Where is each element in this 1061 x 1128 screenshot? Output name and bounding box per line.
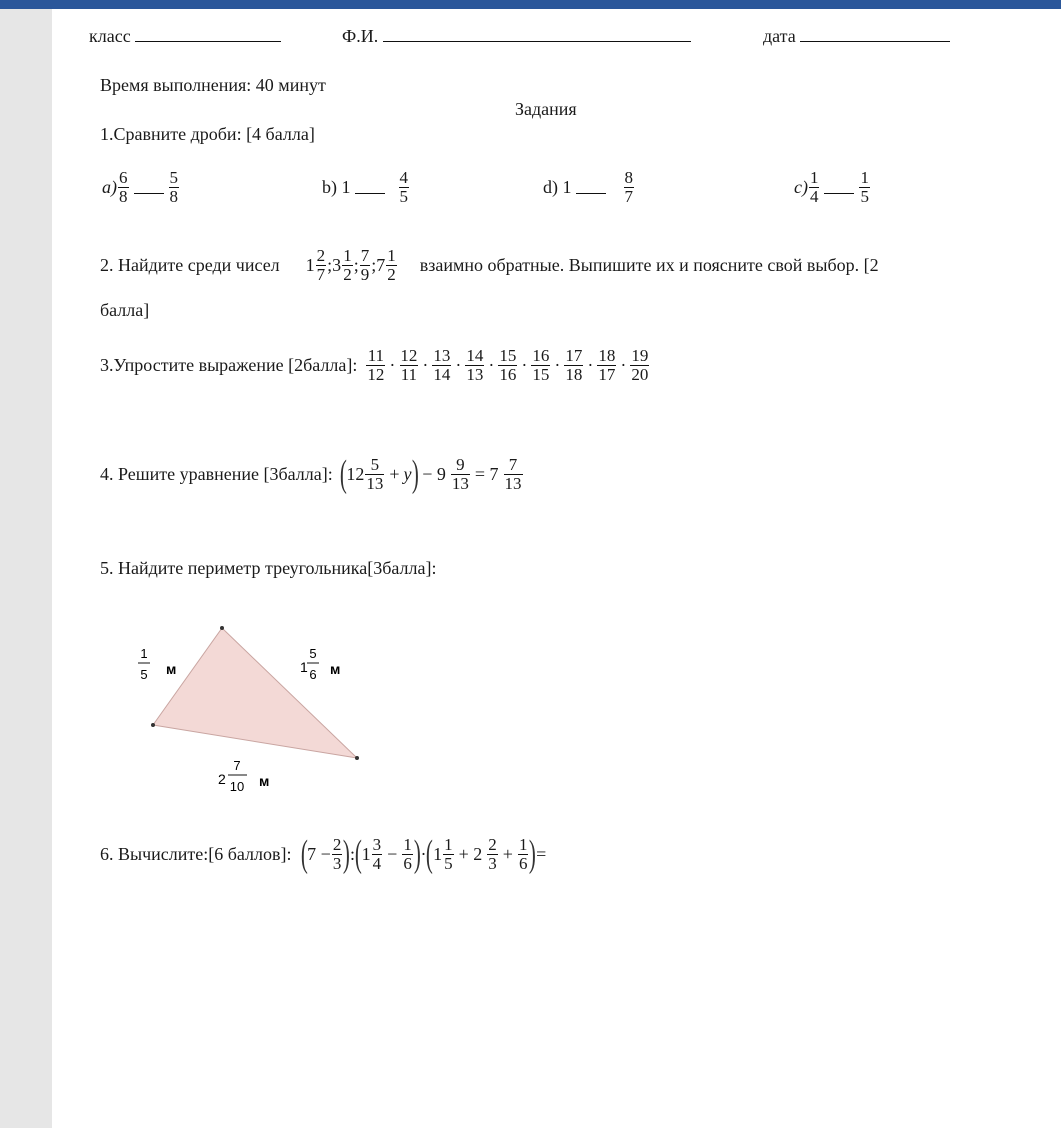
equals-term: = 7 [474,463,499,484]
numerator: 16 [532,346,550,365]
triangle-figure [122,617,382,807]
item-a-label: a) [102,176,117,197]
fraction [465,347,484,384]
numerator: 17 [565,346,583,365]
fraction [531,347,550,384]
numerator: 15 [499,346,517,365]
date-field [763,27,950,45]
multiply-sign: · [422,354,429,375]
class-field [89,27,281,45]
left-paren: ( [300,833,308,875]
item-c-label: c) [794,176,808,197]
compare-blank[interactable] [576,181,606,194]
multiply-sign: · [587,354,594,375]
mixed-whole: 1 [433,843,443,864]
numerator: 12 [400,346,418,365]
plus-sign: + [502,843,513,864]
mixed-whole: ;3 [327,254,342,275]
denominator: 17 [598,364,616,384]
multiply-sign: · [620,354,627,375]
name-blank[interactable] [383,27,691,42]
separator: ; [353,254,359,275]
right-paren: ) [413,833,421,875]
numerator: 14 [466,346,484,365]
side-left-numerator: 1 [140,646,148,661]
fraction [597,347,616,384]
task3-expression [365,347,650,384]
task3-label: 3.Упростите выражение [2балла]: [100,354,358,375]
task6-label: 6. Вычислите:[6 баллов]: [100,843,292,864]
left-margin-panel [0,9,52,1128]
name-field [342,27,691,45]
side-bottom-numerator: 7 [233,758,241,773]
divide-sign: : [349,843,355,864]
vertex [355,756,359,760]
fraction: 3 4 [372,834,382,873]
fraction: 1 5 [444,834,453,873]
left-paren: ( [339,453,347,495]
fraction: 8 7 [624,168,633,206]
task2-suffix: взаимно обратные. Выпишите их и поясните свой выбор. [2 [419,254,879,275]
name-label: Ф.И. [342,26,379,46]
multiply-sign: · [455,354,462,375]
numerator: 11 [367,346,385,365]
denominator: 11 [400,364,418,384]
denominator: 13 [466,364,484,384]
left-paren: ( [354,833,362,875]
window-top-bar [0,0,1061,9]
task2-line2: балла] [100,300,150,320]
task1-item-c [794,169,871,206]
denominator: 18 [565,364,583,384]
task1-item-a [102,169,180,206]
task6-row [100,835,546,873]
section-title: Задания [515,99,577,119]
mixed-whole: 1 [361,843,371,864]
vertex [151,723,155,727]
fraction [399,347,418,384]
fraction: $\frac{1}{6}$ [518,834,528,873]
right-paren: ) [343,833,351,875]
fraction: $\frac{9}{13}$ [451,454,469,493]
multiply-sign: · [554,354,561,375]
multiply-sign: · [521,354,528,375]
term-a: 7 − [307,843,331,864]
right-paren: ) [529,833,537,875]
mixed-whole: 12 [346,463,365,484]
numerator: 13 [433,346,451,365]
plus-term: + 2 [458,843,483,864]
fraction: 2 3 [488,834,497,873]
fraction [630,347,649,384]
side-left-unit: м [166,661,177,677]
numerator: 19 [631,346,649,365]
item-b-label: b) 1 [322,176,351,197]
item-d-label: d) 1 [543,176,572,197]
task2-prefix: 2. Найдите среди чисел [100,254,280,275]
fraction: 4 5 [399,168,408,206]
task5-label: 5. Найдите периметр треугольника[3балла]: [100,558,437,578]
fraction: 1 2 [387,246,396,284]
date-blank[interactable] [800,27,950,42]
fraction: 6 8 [119,168,128,206]
fraction [366,347,385,384]
multiply-sign: · [488,354,495,375]
task4-row [100,455,524,493]
triangle-shape [153,628,357,758]
equals-sign: = [536,843,547,864]
compare-blank[interactable] [134,181,164,194]
denominator: 20 [631,364,649,384]
left-paren: ( [426,833,434,875]
fraction: 1 5 [860,168,869,206]
task1-item-b [322,169,410,206]
fraction: 2 7 [316,246,326,284]
task4-label: 4. Решите уравнение [3балла]: [100,463,333,484]
side-right-unit: м [330,661,341,677]
fraction [498,347,517,384]
task1-item-d [543,169,635,206]
document-page [52,9,1061,1128]
side-bottom-unit: м [259,773,270,789]
fraction: 7 9 [360,246,370,284]
fraction [432,347,451,384]
fraction: $\frac{1}{6}$ [403,834,412,873]
multiply-sign: · [389,354,396,375]
fraction [564,347,583,384]
side-bottom-denominator: 10 [229,779,245,794]
numerator: 18 [598,346,616,365]
fraction: 1 2 [343,246,352,284]
fraction: $\frac{2}{3}$ [332,834,342,873]
fraction: 5 13 [366,454,384,493]
side-bottom-whole: 2 [218,771,226,787]
task1-title: 1.Сравните дроби: [4 балла] [100,124,315,144]
fraction: 1 4 [809,168,819,206]
fraction: 7 13 [504,454,522,493]
compare-blank[interactable] [355,181,385,194]
mixed-whole: ;7 [371,254,386,275]
multiply-sign: · [420,843,427,864]
side-right-whole: 1 [300,659,308,675]
side-right-numerator: 5 [309,646,317,661]
task3-row [100,347,650,384]
plus-sign: + [389,463,400,484]
fraction: 5 8 [169,168,178,206]
variable-y: y [403,463,412,484]
minus-sign: − [387,843,398,864]
denominator: 14 [433,364,451,384]
mixed-whole: 1 [305,254,315,275]
denominator: 12 [367,364,385,384]
side-left-denominator: 5 [140,667,148,682]
date-label: дата [763,26,796,46]
denominator: 15 [532,364,550,384]
denominator: 16 [499,364,517,384]
compare-blank[interactable] [824,181,854,194]
minus-term: − 9 [422,463,446,484]
side-right-denominator: 6 [309,667,317,682]
right-paren: ) [411,453,419,495]
time-limit-text: Время выполнения: 40 минут [100,75,326,95]
task2-line1 [100,247,879,284]
class-blank[interactable] [135,27,281,42]
class-label: класс [89,26,131,46]
vertex [220,626,224,630]
